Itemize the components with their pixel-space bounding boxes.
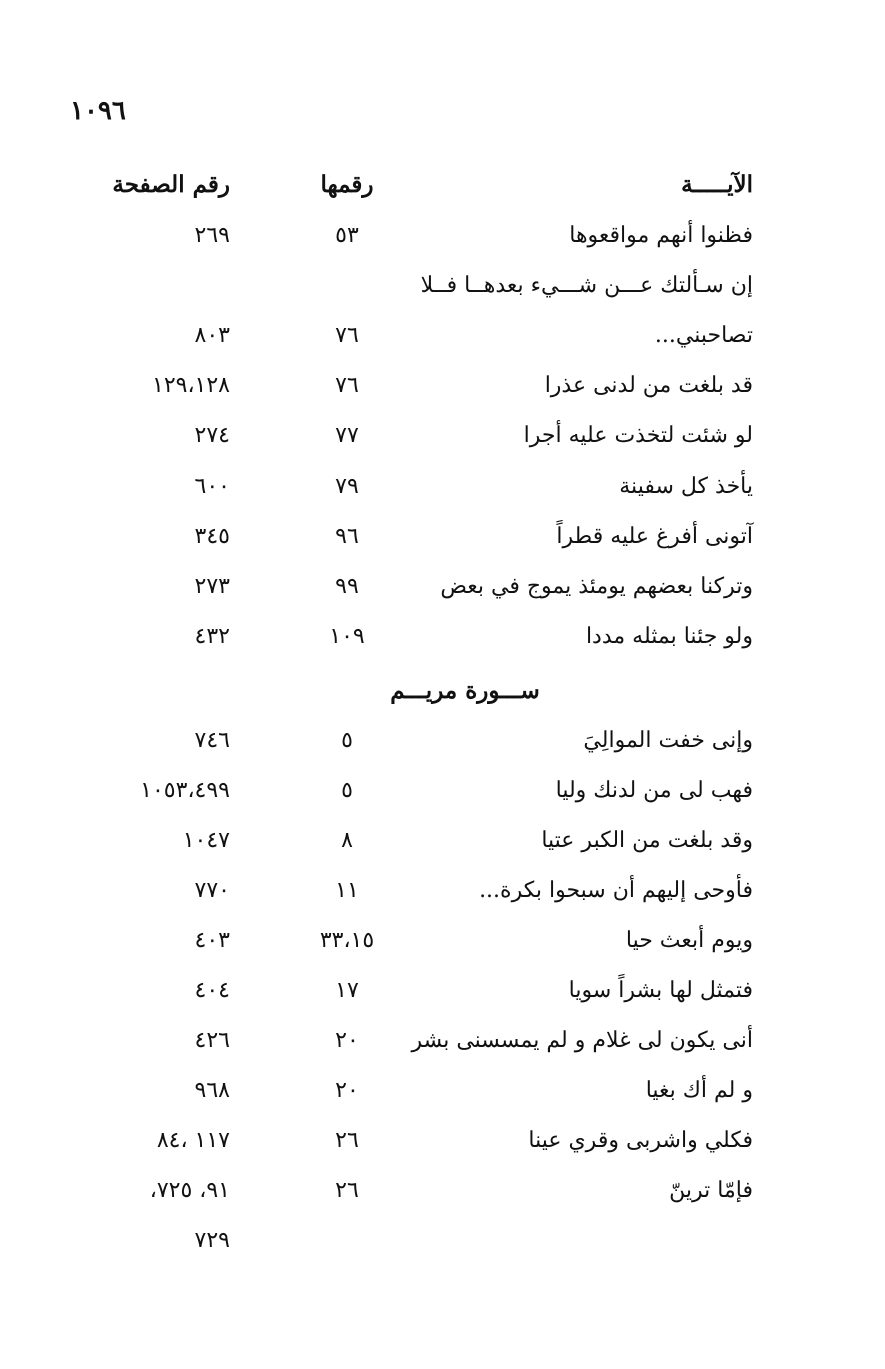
verse-number: ٥ — [341, 778, 353, 803]
verse-number: ٧٦ — [335, 323, 359, 348]
page-ref: ٣٤٥ — [194, 524, 230, 549]
table-row — [0, 968, 885, 1014]
page-ref: ٦٠٠ — [194, 474, 230, 499]
verse-text: آتونى أفرغ عليه قطراً — [556, 524, 753, 549]
verse-text: فهب لى من لدنك وليا — [555, 778, 753, 803]
verse-text: تصاحبني... — [654, 323, 753, 348]
table-header-row — [0, 162, 885, 208]
verse-number: ٨ — [341, 828, 353, 853]
verse-text: يأخذ كل سفينة — [619, 474, 753, 499]
table-row — [0, 1168, 885, 1214]
header-verse-number: رقمها — [320, 171, 374, 198]
page-ref: ٢٦٩ — [194, 223, 230, 248]
verse-text: ويوم أبعث حيا — [625, 928, 753, 953]
verse-text: لو شئت لتخذت عليه أجرا — [523, 423, 753, 448]
page-ref: ١١٧ ،٨٤ — [156, 1128, 230, 1153]
table-row — [0, 1018, 885, 1064]
verse-text: وتركنا بعضهم يومئذ يموج في بعض — [440, 574, 753, 599]
header-verse: الآيـــــة — [681, 171, 753, 198]
verse-text: قد بلغت من لدنى عذرا — [544, 373, 753, 398]
table-row — [0, 614, 885, 660]
header-page-number: رقم الصفحة — [112, 171, 230, 198]
page-ref: ٢٧٣ — [194, 574, 230, 599]
page-ref: ٤٠٣ — [194, 928, 230, 953]
table-row — [0, 363, 885, 409]
table-row — [0, 564, 885, 610]
page-ref: ٧٧٠ — [194, 878, 230, 903]
verse-text: أنى يكون لى غلام و لم يمسسنى بشر — [411, 1028, 753, 1053]
page-ref: ٨٠٣ — [194, 323, 230, 348]
verse-text: فأوحى إليهم أن سبحوا بكرة... — [479, 878, 753, 903]
verse-number: ٩٩ — [335, 574, 359, 599]
page-ref: ٧٤٦ — [194, 728, 230, 753]
surah-title: ســـورة مريـــم — [390, 677, 540, 704]
verse-text: إن سـألتك عـــن شـــيء بعدهــا فــلا — [420, 273, 753, 298]
verse-number: ٥ — [341, 728, 353, 753]
table-row — [0, 213, 885, 259]
page-ref: ٩٦٨ — [194, 1078, 230, 1103]
page-ref: ١٢٩،١٢٨ — [152, 373, 230, 398]
verse-number: ٢٦ — [335, 1128, 359, 1153]
page-ref: ٢٧٤ — [194, 423, 230, 448]
page-ref: ١٠٥٣،٤٩٩ — [140, 778, 230, 803]
page-ref: ٤٠٤ — [194, 978, 230, 1003]
table-row — [0, 868, 885, 914]
table-row — [0, 464, 885, 510]
page-number: ١٠٩٦ — [70, 96, 126, 126]
page-ref: ١٠٤٧ — [182, 828, 230, 853]
verse-number: ٢٦ — [335, 1178, 359, 1203]
table-row — [0, 918, 885, 964]
verse-text: وإنى خفت الموالِيَ — [583, 728, 753, 753]
table-row — [0, 1068, 885, 1114]
verse-text: و لم أك بغيا — [645, 1078, 753, 1103]
verse-number: ٥٣ — [335, 223, 359, 248]
table-row — [0, 718, 885, 764]
page-ref: ٤٣٢ — [194, 624, 230, 649]
table-row — [0, 1118, 885, 1164]
verse-number: ٩٦ — [335, 524, 359, 549]
table-row — [0, 413, 885, 459]
verse-number: ١٧ — [335, 978, 359, 1003]
table-row — [0, 313, 885, 359]
verse-text: فإمّا ترينّ — [669, 1178, 753, 1203]
verse-number: ٢٠ — [335, 1028, 359, 1053]
table-row — [0, 1218, 885, 1264]
verse-text: فظنوا أنهم مواقعوها — [569, 223, 753, 248]
verse-number: ٧٩ — [335, 474, 359, 499]
table-row — [0, 768, 885, 814]
page-ref: ٧٢٩ — [194, 1228, 230, 1253]
verse-text: فتمثل لها بشراً سويا — [568, 978, 753, 1003]
verse-number: ١٠٩ — [329, 624, 365, 649]
verse-text: ولو جئنا بمثله مددا — [585, 624, 753, 649]
verse-number: ١١ — [335, 878, 359, 903]
page-ref: ٤٢٦ — [194, 1028, 230, 1053]
verse-number: ٣٣،١٥ — [319, 928, 375, 953]
table-row — [0, 818, 885, 864]
verse-number: ٧٦ — [335, 373, 359, 398]
page-ref: ٩١، ٧٢٥، — [149, 1178, 230, 1203]
table-row — [0, 514, 885, 560]
table-row — [0, 263, 885, 309]
verse-number: ٢٠ — [335, 1078, 359, 1103]
verse-number: ٧٧ — [335, 423, 359, 448]
verse-text: وقد بلغت من الكبر عتيا — [541, 828, 753, 853]
verse-text: فكلي واشربى وقري عينا — [528, 1128, 753, 1153]
